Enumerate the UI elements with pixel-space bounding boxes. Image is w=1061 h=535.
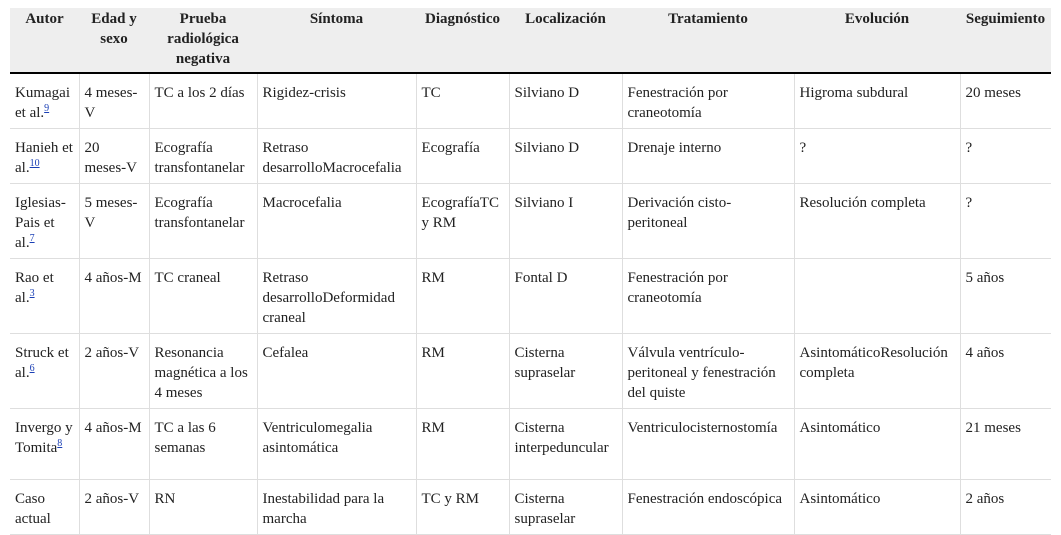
col-header-tratamiento: Tratamiento	[622, 8, 794, 73]
prueba-text: Resonancia magnética a los 4 meses	[154, 345, 248, 401]
cell-evolucion	[794, 480, 960, 535]
reference-superscript	[30, 363, 35, 374]
col-header-seguimiento: Seguimiento	[960, 8, 1051, 73]
cell-prueba	[149, 129, 257, 184]
autor-text: Hanieh et al.	[15, 140, 73, 176]
col-header-evolucion: Evolución	[794, 8, 960, 73]
diagnostico-text: RM	[421, 420, 445, 436]
prueba-text: TC a los 2 días	[154, 85, 245, 101]
cell-prueba	[149, 480, 257, 535]
cell-autor	[10, 129, 79, 184]
localizacion-text: Cisterna interpeduncular	[514, 420, 609, 456]
prueba-text: RN	[154, 491, 176, 507]
cell-localizacion	[509, 480, 622, 535]
col-header-sintoma: Síntoma	[257, 8, 416, 73]
sintoma-text: Ventriculomegalia asintomática	[262, 420, 373, 456]
cell-evolucion	[794, 259, 960, 334]
cell-tratamiento	[622, 184, 794, 259]
cell-evolucion	[794, 129, 960, 184]
reference-superscript	[30, 288, 35, 299]
cell-tratamiento	[622, 480, 794, 535]
cell-edad	[79, 334, 149, 409]
cell-edad	[79, 259, 149, 334]
autor-text: Kumagai et al.	[15, 85, 70, 121]
cell-seguimiento	[960, 129, 1051, 184]
cell-sintoma	[257, 259, 416, 334]
sintoma-text: Macrocefalia	[262, 195, 342, 211]
table-row	[10, 184, 1051, 259]
prueba-text: TC a las 6 semanas	[154, 420, 216, 456]
reference-superscript	[44, 103, 49, 114]
cell-edad	[79, 184, 149, 259]
autor-text: Struck et al.	[15, 345, 69, 381]
cell-prueba	[149, 73, 257, 129]
sintoma-text: Cefalea	[262, 345, 309, 361]
cell-evolucion	[794, 73, 960, 129]
diagnostico-text: TC	[421, 85, 441, 101]
col-header-autor: Autor	[10, 8, 79, 73]
tratamiento-text: Drenaje interno	[627, 140, 722, 156]
cell-seguimiento	[960, 480, 1051, 535]
reference-superscript	[30, 233, 35, 244]
cell-edad	[79, 480, 149, 535]
cell-diagnostico	[416, 259, 509, 334]
cell-seguimiento	[960, 184, 1051, 259]
cell-evolucion	[794, 334, 960, 409]
localizacion-text: Cisterna supraselar	[514, 491, 576, 527]
edad-text: 4 años-M	[84, 270, 142, 286]
reference-superscript	[57, 438, 62, 449]
cell-autor	[10, 259, 79, 334]
reference-link[interactable]: 3	[29, 288, 35, 299]
cell-tratamiento	[622, 409, 794, 480]
localizacion-text: Silviano D	[514, 140, 580, 156]
seguimiento-text: ?	[965, 140, 973, 156]
evolucion-text: AsintomáticoResolución completa	[799, 345, 948, 381]
cell-seguimiento	[960, 334, 1051, 409]
tratamiento-text: Derivación cisto-peritoneal	[627, 195, 732, 231]
reference-link[interactable]: 7	[29, 233, 35, 244]
evolucion-text: Higroma subdural	[799, 85, 909, 101]
table-row	[10, 334, 1051, 409]
diagnostico-text: Ecografía	[421, 140, 480, 156]
edad-text: 4 meses-V	[84, 85, 138, 121]
edad-text: 4 años-M	[84, 420, 142, 436]
cell-prueba	[149, 334, 257, 409]
cell-diagnostico	[416, 73, 509, 129]
table-row	[10, 259, 1051, 334]
cell-edad	[79, 73, 149, 129]
cell-autor	[10, 409, 79, 480]
cell-autor	[10, 334, 79, 409]
edad-text: 5 meses-V	[84, 195, 138, 231]
localizacion-text: Silviano D	[514, 85, 580, 101]
table-row	[10, 409, 1051, 480]
cell-diagnostico	[416, 184, 509, 259]
cell-sintoma	[257, 184, 416, 259]
prueba-text: Ecografía transfontanelar	[154, 140, 245, 176]
diagnostico-text: RM	[421, 345, 445, 361]
evolucion-text: Asintomático	[799, 420, 881, 436]
autor-text: Rao et al.	[15, 270, 54, 306]
cell-sintoma	[257, 480, 416, 535]
seguimiento-text: 20 meses	[965, 85, 1021, 101]
prueba-text: Ecografía transfontanelar	[154, 195, 245, 231]
autor-text: Iglesias-Pais et al.	[15, 195, 66, 251]
col-header-localizacion: Localización	[509, 8, 622, 73]
cell-localizacion	[509, 259, 622, 334]
cell-seguimiento	[960, 73, 1051, 129]
edad-text: 2 años-V	[84, 345, 140, 361]
sintoma-text: Retraso desarrolloMacrocefalia	[262, 140, 402, 176]
cell-localizacion	[509, 129, 622, 184]
diagnostico-text: EcografíaTC y RM	[421, 195, 499, 231]
diagnostico-text: TC y RM	[421, 491, 480, 507]
reference-link[interactable]: 6	[29, 363, 35, 374]
diagnostico-text: RM	[421, 270, 445, 286]
seguimiento-text: 2 años	[965, 491, 1005, 507]
cell-tratamiento	[622, 334, 794, 409]
cell-sintoma	[257, 409, 416, 480]
cell-prueba	[149, 184, 257, 259]
cell-sintoma	[257, 129, 416, 184]
edad-text: 20 meses-V	[84, 140, 137, 176]
tratamiento-text: Válvula ventrículo-peritoneal y fenestración del quiste	[627, 345, 776, 401]
tratamiento-text: Fenestración por craneotomía	[627, 270, 728, 306]
table-row	[10, 73, 1051, 129]
cell-edad	[79, 409, 149, 480]
tratamiento-text: Fenestración endoscópica	[627, 491, 783, 507]
cell-seguimiento	[960, 409, 1051, 480]
autor-text: Caso actual	[15, 491, 51, 527]
sintoma-text: Retraso desarrolloDeformidad craneal	[262, 270, 395, 326]
cell-autor	[10, 73, 79, 129]
cell-prueba	[149, 259, 257, 334]
seguimiento-text: 4 años	[965, 345, 1005, 361]
autor-text: Invergo y Tomita	[15, 420, 73, 456]
table-header	[10, 8, 1051, 73]
cell-diagnostico	[416, 129, 509, 184]
cell-seguimiento	[960, 259, 1051, 334]
cell-localizacion	[509, 409, 622, 480]
seguimiento-text: 5 años	[965, 270, 1005, 286]
cell-tratamiento	[622, 259, 794, 334]
col-header-edad: Edad y sexo	[79, 8, 149, 73]
seguimiento-text: 21 meses	[965, 420, 1021, 436]
reference-link[interactable]: 9	[44, 103, 50, 114]
prueba-text: TC craneal	[154, 270, 221, 286]
case-table	[10, 8, 1051, 535]
cell-prueba	[149, 409, 257, 480]
sintoma-text: Inestabilidad para la marcha	[262, 491, 385, 527]
col-header-diagnostico: Diagnóstico	[416, 8, 509, 73]
cell-diagnostico	[416, 334, 509, 409]
evolucion-text: ?	[799, 140, 807, 156]
cell-tratamiento	[622, 73, 794, 129]
reference-superscript	[30, 158, 40, 169]
cell-localizacion	[509, 73, 622, 129]
cell-autor	[10, 480, 79, 535]
localizacion-text: Silviano I	[514, 195, 574, 211]
cell-localizacion	[509, 184, 622, 259]
table-row	[10, 129, 1051, 184]
localizacion-text: Fontal D	[514, 270, 568, 286]
evolucion-text: Asintomático	[799, 491, 881, 507]
cell-tratamiento	[622, 129, 794, 184]
reference-link[interactable]: 8	[57, 438, 63, 449]
cell-localizacion	[509, 334, 622, 409]
cell-edad	[79, 129, 149, 184]
localizacion-text: Cisterna supraselar	[514, 345, 576, 381]
edad-text: 2 años-V	[84, 491, 140, 507]
sintoma-text: Rigidez-crisis	[262, 85, 346, 101]
cell-diagnostico	[416, 480, 509, 535]
table-row	[10, 480, 1051, 535]
seguimiento-text: ?	[965, 195, 973, 211]
tratamiento-text: Fenestración por craneotomía	[627, 85, 728, 121]
col-header-prueba: Prueba radiológica negativa	[149, 8, 257, 73]
cell-evolucion	[794, 409, 960, 480]
cell-sintoma	[257, 73, 416, 129]
table-body	[10, 73, 1051, 535]
cell-sintoma	[257, 334, 416, 409]
cell-diagnostico	[416, 409, 509, 480]
cell-autor	[10, 184, 79, 259]
tratamiento-text: Ventriculocisternostomía	[627, 420, 778, 436]
cell-evolucion	[794, 184, 960, 259]
reference-link[interactable]: 10	[29, 158, 40, 169]
evolucion-text: Resolución completa	[799, 195, 926, 211]
